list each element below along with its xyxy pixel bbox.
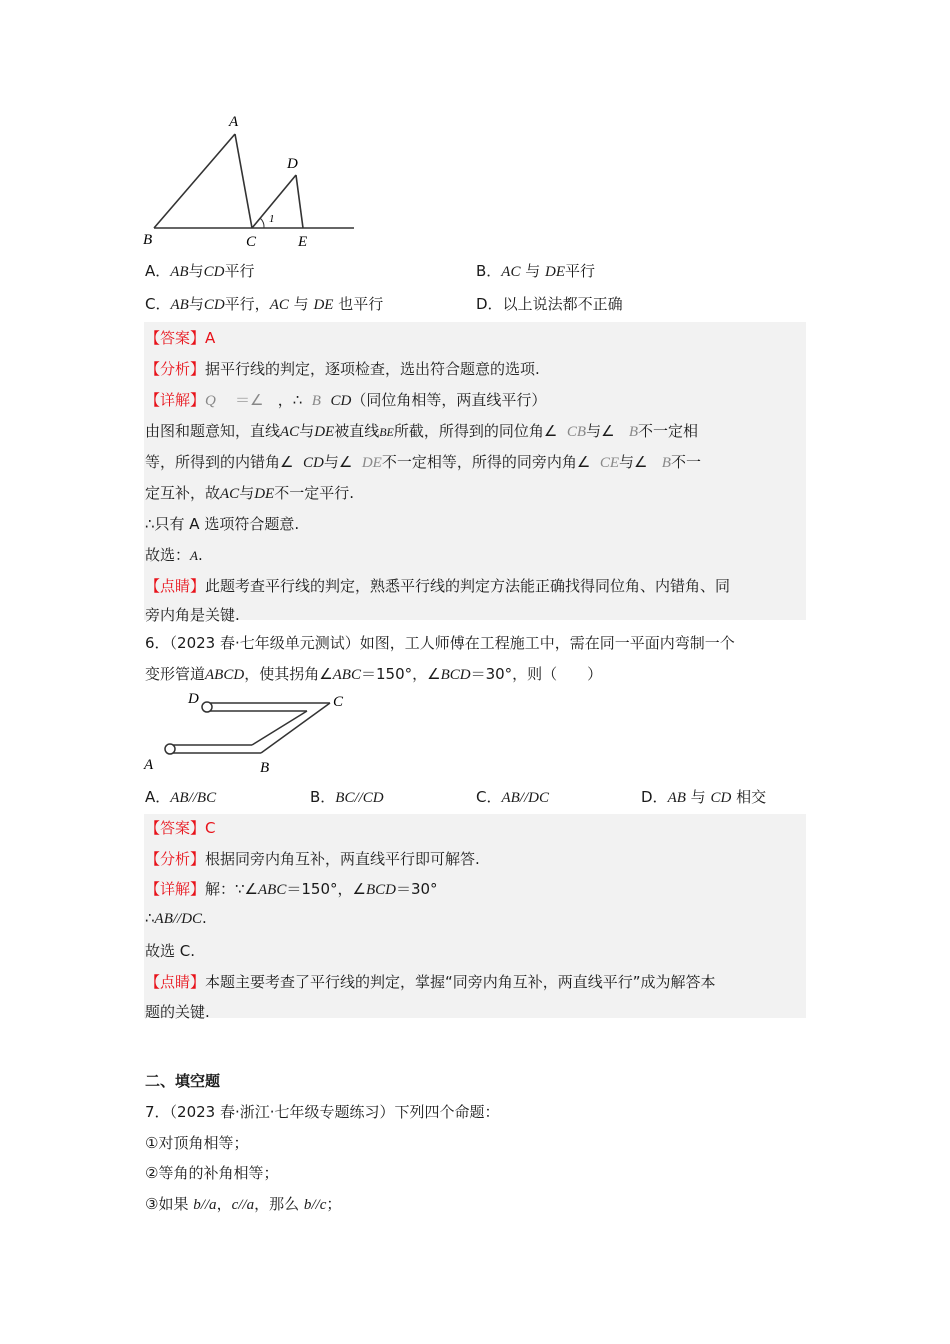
angle-1-arc	[260, 218, 264, 228]
pipe-end-a	[165, 744, 175, 754]
q5-detail-line1: 【详解】Q ＝∠ ，∴ B CD（同位角相等，两直线平行）	[145, 391, 547, 409]
label-c: C	[246, 234, 257, 250]
pipe-end-d	[202, 702, 212, 712]
q6-comment-line1: 【点睛】本题主要考查了平行线的判定，掌握“同旁内角互补，两直线平行”成为解答本	[145, 973, 716, 991]
q6-detail-line2: ∴AB//DC.	[145, 909, 207, 927]
q6-option-d: D．AB 与 CD 相交	[641, 788, 767, 806]
figure-triangles	[140, 108, 360, 250]
q6-analysis: 【分析】根据同旁内角互补，两直线平行即可解答.	[145, 850, 480, 868]
q6-option-a: A．AB//BC	[145, 788, 217, 806]
pipe-label-b: B	[260, 760, 270, 776]
q5-option-a: A．AB与CD平行	[145, 262, 255, 280]
q6-comment-line2: 题的关键.	[145, 1003, 210, 1021]
q5-detail-line6: 故选：A.	[145, 546, 203, 564]
q5-comment-line1: 【点睛】此题考查平行线的判定，熟悉平行线的判定方法能正确找得同位角、内错角、同	[145, 577, 731, 595]
q6-answer: 【答案】C	[145, 819, 216, 837]
q7-item-1: ①对顶角相等；	[145, 1134, 249, 1152]
q7-item-2: ②等角的补角相等；	[145, 1164, 279, 1182]
q5-detail-line4: 定互补，故AC与DE不一定平行.	[145, 484, 354, 502]
section-title-fill-blank: 二、填空题	[145, 1072, 221, 1090]
q7-stem: 7．（2023 春·浙江·七年级专题练习）下列四个命题：	[145, 1103, 500, 1121]
label-d: D	[287, 156, 298, 172]
q6-option-c: C．AB//DC	[476, 788, 549, 806]
pipe-label-a: A	[144, 757, 154, 773]
segment-de	[296, 175, 303, 228]
label-b: B	[143, 232, 153, 248]
q5-option-c: C．AB与CD平行，AC 与 DE 也平行	[145, 295, 384, 313]
q5-answer: 【答案】A	[145, 329, 216, 347]
q5-detail-line2: 由图和题意知，直线AC与DE被直线BE所截，所得到的同位角∠ CB与∠ B不一定相	[145, 422, 699, 440]
label-angle-1: 1	[269, 213, 275, 225]
q5-analysis: 【分析】据平行线的判定，逐项检查，选出符合题意的选项.	[145, 360, 540, 378]
label-a: A	[229, 114, 239, 130]
q6-detail-line3: 故选 C.	[145, 942, 196, 960]
q6-stem-line1: 6．（2023 春·七年级单元测试）如图，工人师傅在工程施工中，需在同一平面内弯制一个	[145, 634, 735, 652]
segment-ac	[235, 134, 252, 228]
pipe-label-d: D	[188, 691, 199, 707]
q6-detail-line1: 【详解】解：∵∠ABC＝150°，∠BCD＝30°	[145, 880, 438, 898]
q5-comment-line2: 旁内角是关键.	[145, 606, 240, 624]
segment-ab	[154, 134, 235, 228]
figure-pipe	[140, 686, 355, 778]
q6-stem-line2: 变形管道ABCD，使其拐角∠ABC＝150°，∠BCD＝30°，则（ ）	[145, 665, 603, 683]
q5-option-d: D．以上说法都不正确	[476, 295, 623, 313]
q7-item-3: ③如果 b//a，c//a，那么 b//c；	[145, 1195, 342, 1213]
q5-detail-line3: 等，所得到的内错角∠ CD与∠ DE不一定相等，所得的同旁内角∠ CE与∠ B不一	[145, 453, 701, 471]
label-e: E	[298, 234, 308, 250]
q6-option-b: B．BC//CD	[310, 788, 384, 806]
pipe-label-c: C	[333, 694, 344, 710]
q5-detail-line5: ∴只有 A 选项符合题意.	[145, 515, 300, 533]
q5-option-b: B．AC 与 DE平行	[476, 262, 596, 280]
